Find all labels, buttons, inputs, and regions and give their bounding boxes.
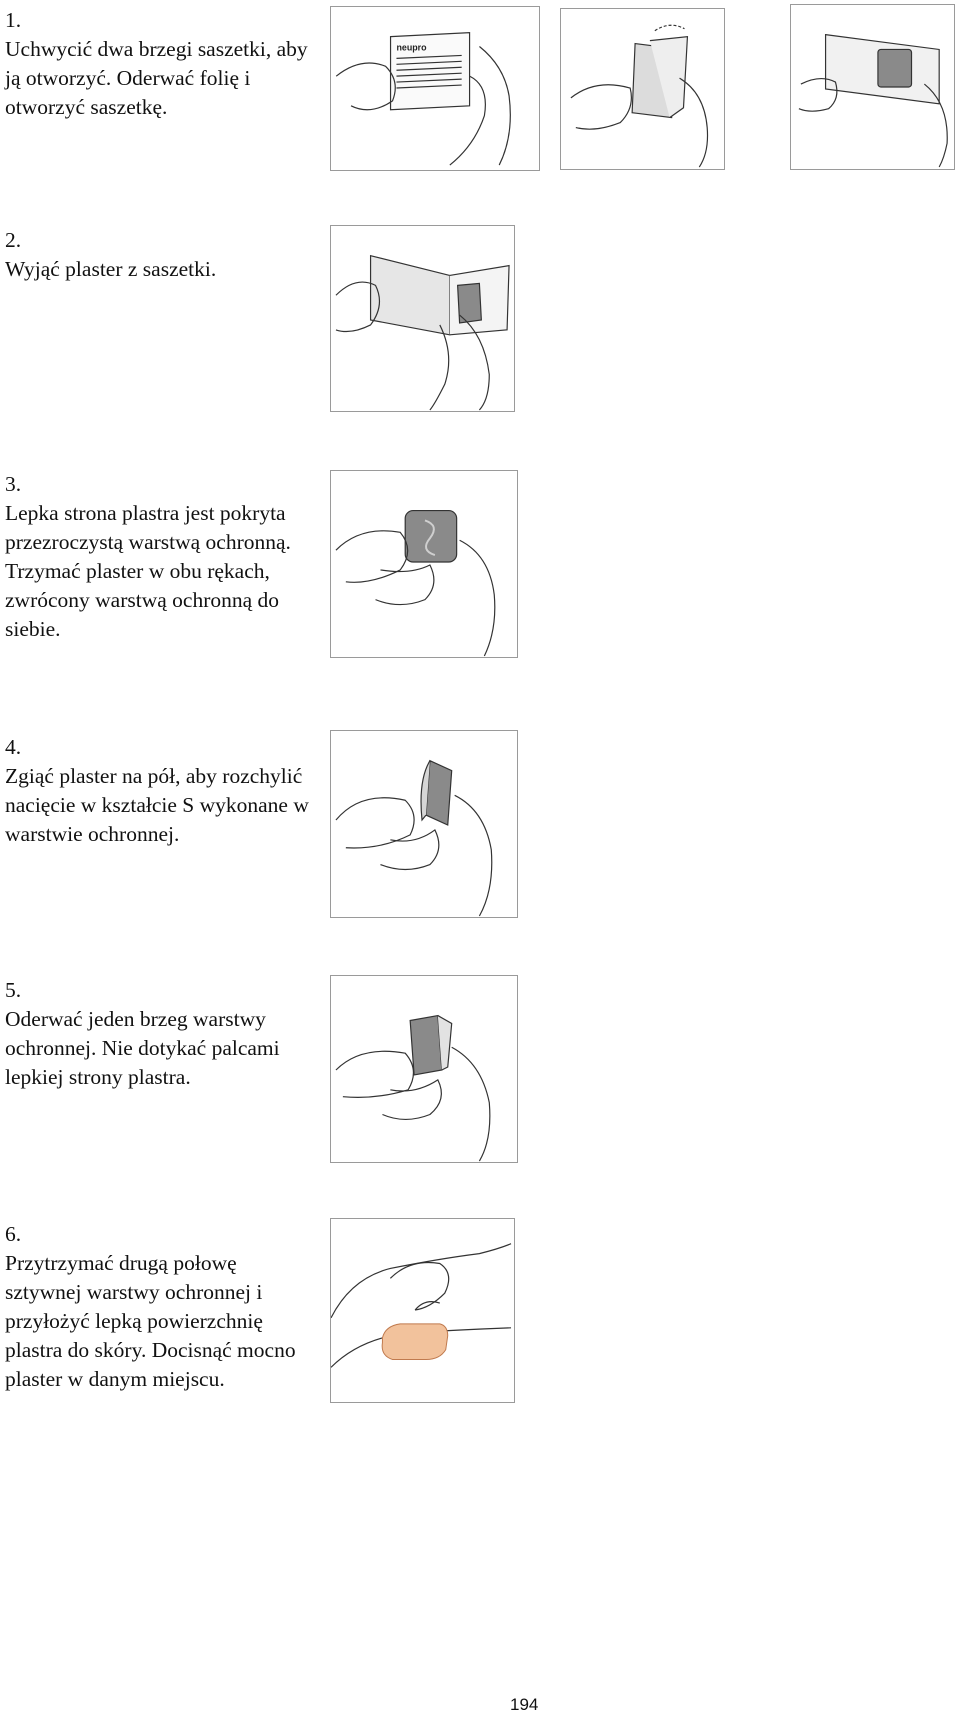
remove-patch-illustration <box>331 226 514 411</box>
step-text: Zgiąć plaster na pół, aby rozchylić nacięcie w kształcie S wykonane w warstwie ochronnej. <box>5 764 309 846</box>
step-3 <box>5 470 315 644</box>
step-text: Oderwać jeden brzeg warstwy ochronnej. Nie dotykać palcami lepkiej strony plastra. <box>5 1007 280 1089</box>
figure-tear-sachet <box>560 8 725 170</box>
step-number: 1. <box>5 8 22 32</box>
step-number: 4. <box>5 735 22 759</box>
step-text: Lepka strona plastra jest pokryta przezroczystą warstwą ochronną. Trzymać plaster w obu rękach, zwrócony warstwą ochronną do siebie. <box>5 501 291 641</box>
figure-fold-patch <box>330 730 518 918</box>
hands-sachet-illustration <box>331 7 539 170</box>
fold-patch-illustration <box>331 731 517 917</box>
figure-apply-patch <box>330 1218 515 1403</box>
peel-liner-illustration <box>331 976 517 1162</box>
step-2 <box>5 226 315 284</box>
step-number: 2. <box>5 228 22 252</box>
step-text: Przytrzymać drugą połowę sztywnej warstwy ochronnej i przyłożyć lepką powierzchnię plastra do skóry. Docisnąć mocno plaster w danym miejscu. <box>5 1251 296 1391</box>
step-text: Wyjąć plaster z saszetki. <box>5 257 217 281</box>
hold-patch-illustration <box>331 471 517 657</box>
open-sachet-illustration <box>791 5 954 169</box>
step-number: 5. <box>5 978 22 1002</box>
step-1 <box>5 6 315 122</box>
figure-remove-patch <box>330 225 515 412</box>
figure-sachet-open-patch <box>790 4 955 170</box>
step-text: Uchwycić dwa brzegi saszetki, aby ją otworzyć. Oderwać folię i otworzyć saszetkę. <box>5 37 308 119</box>
figure-open-sachet <box>330 6 540 171</box>
sachet-brand-label: neupro <box>396 42 427 53</box>
step-number: 6. <box>5 1222 22 1246</box>
step-4 <box>5 733 315 849</box>
tear-sachet-illustration <box>561 9 724 169</box>
step-number: 3. <box>5 472 22 496</box>
step-5 <box>5 976 315 1092</box>
step-6 <box>5 1220 315 1394</box>
figure-hold-patch <box>330 470 518 658</box>
apply-patch-illustration <box>331 1219 514 1402</box>
page-number: 194 <box>510 1695 539 1714</box>
figure-peel-liner <box>330 975 518 1163</box>
applied-patch <box>382 1324 448 1360</box>
